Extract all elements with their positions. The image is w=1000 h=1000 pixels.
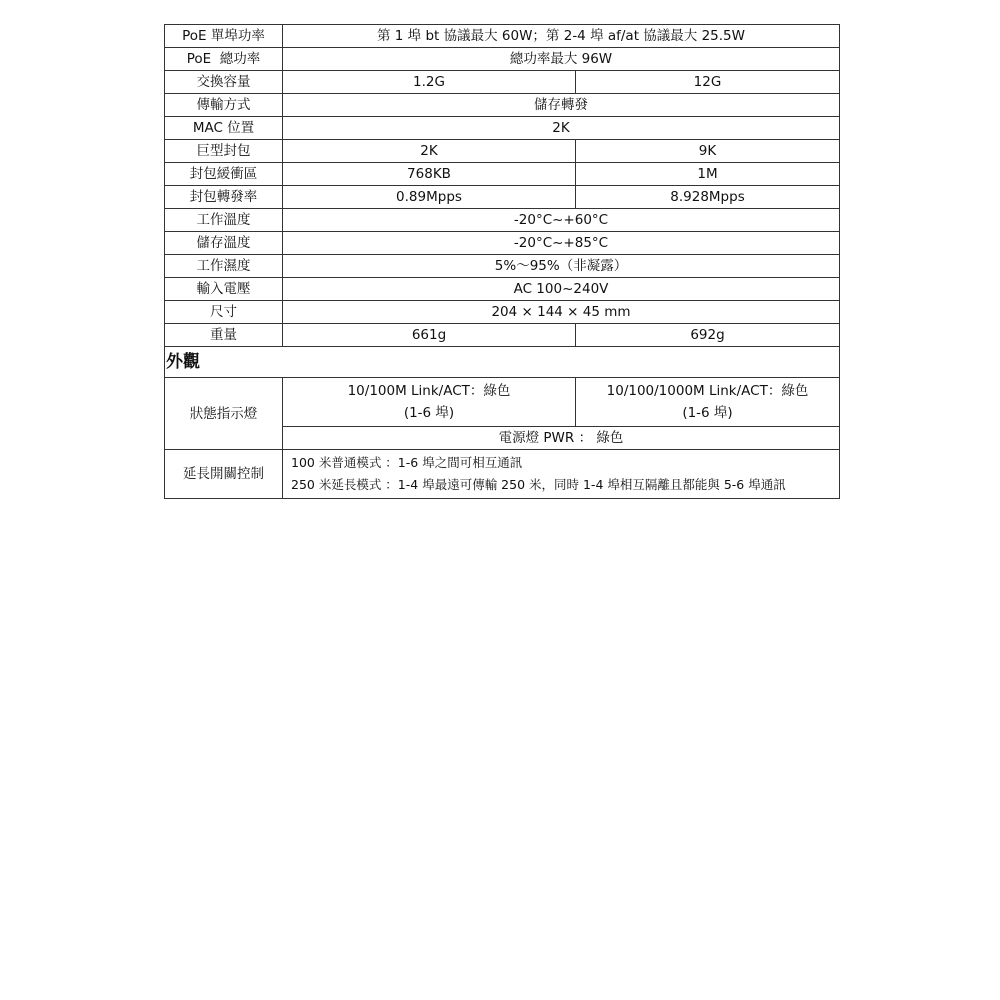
row-label: 傳輸方式 — [165, 94, 283, 117]
spec-row-operating-humidity — [165, 255, 840, 278]
row-label: 工作溫度 — [165, 209, 283, 232]
row-value: 總功率最大 96W — [283, 48, 840, 71]
row-value-model-1: 0.89Mpps — [283, 186, 576, 209]
row-value-model-2: 1M — [576, 163, 840, 186]
row-value: -20°C~+85°C — [283, 232, 840, 255]
spec-row-poe-port-power — [165, 25, 840, 48]
status-led-model-1-line2: (1-6 埠) — [403, 405, 455, 421]
row-label: MAC 位置 — [165, 117, 283, 140]
status-led-model-2-line2: (1-6 埠) — [682, 405, 733, 421]
status-led-model-1-line1: 10/100M Link/ACT：綠色 — [347, 383, 511, 399]
row-value: 第 1 埠 bt 協議最大 60W；第 2-4 埠 af/at 協議最大 25.5W — [283, 25, 840, 48]
spec-row-switching-capacity — [165, 71, 840, 94]
status-led-model-1 — [283, 378, 576, 427]
spec-row-operating-temperature — [165, 209, 840, 232]
spec-table — [164, 24, 840, 499]
power-led-value: 電源燈 PWR ： 綠色 — [283, 427, 840, 450]
row-value-model-1: 2K — [283, 140, 576, 163]
row-value-model-2: 9K — [576, 140, 840, 163]
row-label: 輸入電壓 — [165, 278, 283, 301]
row-value-model-2: 8.928Mpps — [576, 186, 840, 209]
row-value-model-1: 661g — [283, 324, 576, 347]
spec-row-weight — [165, 324, 840, 347]
row-label: 尺寸 — [165, 301, 283, 324]
row-value: -20°C~+60°C — [283, 209, 840, 232]
row-label: 交換容量 — [165, 71, 283, 94]
spec-row-forwarding-rate — [165, 186, 840, 209]
row-value-model-2: 12G — [576, 71, 840, 94]
row-label: 工作濕度 — [165, 255, 283, 278]
spec-row-extend-switch — [165, 450, 840, 499]
spec-row-packet-buffer — [165, 163, 840, 186]
row-value-model-2: 692g — [576, 324, 840, 347]
extend-switch-value — [283, 450, 840, 499]
spec-row-input-voltage — [165, 278, 840, 301]
row-value-model-1: 1.2G — [283, 71, 576, 94]
extend-mode-extended: 250 米延長模式 ：1-4 埠最遠可傳輸 250 米，同時 1-4 埠相互隔離且都能與 5-6 埠通訊 — [291, 477, 786, 492]
spec-row-mac-address — [165, 117, 840, 140]
spec-row-transmission-mode — [165, 94, 840, 117]
row-value: 204 × 144 × 45 mm — [283, 301, 840, 324]
spec-row-status-led — [165, 378, 840, 427]
extend-mode-normal: 100 米普通模式 ：1-6 埠之間可相互通訊 — [291, 455, 523, 470]
row-label: PoE 總功率 — [165, 48, 283, 71]
row-label: 巨型封包 — [165, 140, 283, 163]
section-title: 外觀 — [165, 347, 840, 378]
spec-row-dimensions — [165, 301, 840, 324]
spec-row-poe-total-power — [165, 48, 840, 71]
row-label: PoE 單埠功率 — [165, 25, 283, 48]
row-label: 封包轉發率 — [165, 186, 283, 209]
row-label: 延長開關控制 — [165, 450, 283, 499]
row-value: 2K — [283, 117, 840, 140]
row-label: 狀態指示燈 — [165, 378, 283, 450]
status-led-model-2-line1: 10/100/1000M Link/ACT：綠色 — [606, 383, 809, 399]
spec-row-storage-temperature — [165, 232, 840, 255]
status-led-model-2 — [576, 378, 840, 427]
row-label: 重量 — [165, 324, 283, 347]
row-value-model-1: 768KB — [283, 163, 576, 186]
section-header-row — [165, 347, 840, 378]
row-value: AC 100~240V — [283, 278, 840, 301]
row-label: 儲存溫度 — [165, 232, 283, 255]
row-label: 封包緩衝區 — [165, 163, 283, 186]
spec-row-jumbo-frame — [165, 140, 840, 163]
row-value: 儲存轉發 — [283, 94, 840, 117]
row-value: 5%～95%（非凝露） — [283, 255, 840, 278]
